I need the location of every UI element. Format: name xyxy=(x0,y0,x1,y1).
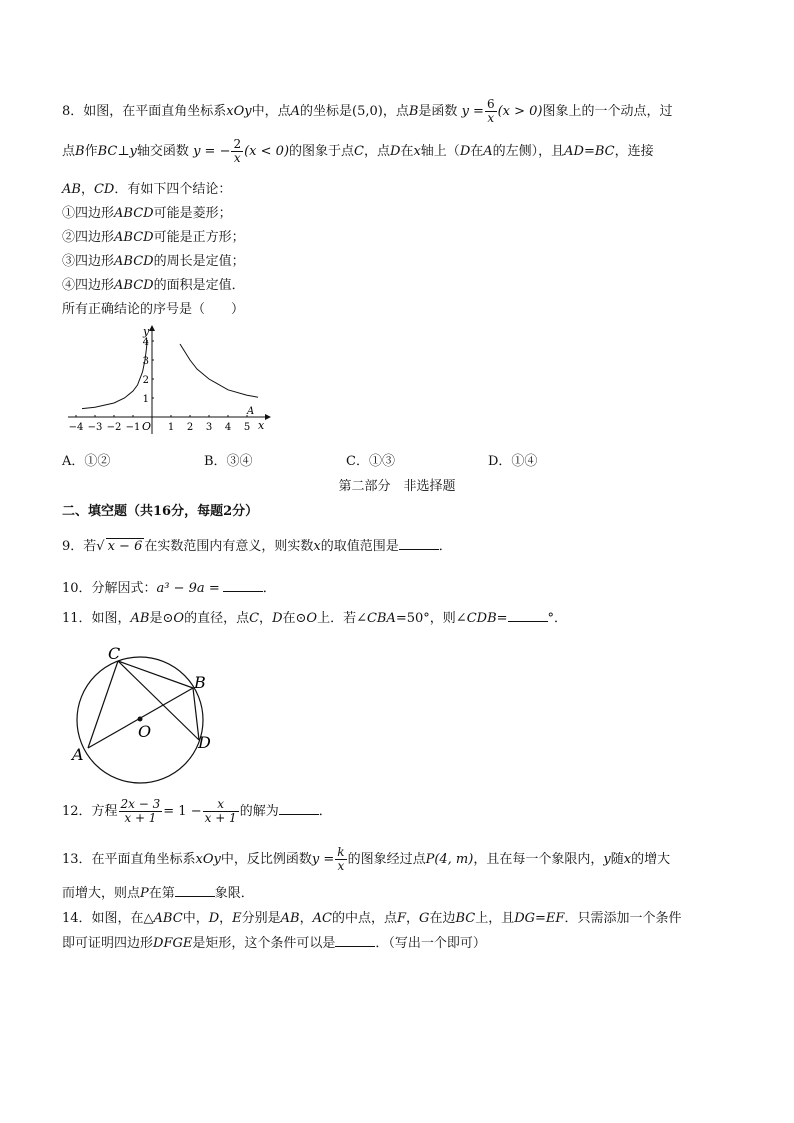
fraction xyxy=(335,846,346,873)
origin-label: O xyxy=(142,420,152,433)
x-tick-label: 3 xyxy=(205,422,213,433)
text: 是函数 xyxy=(418,104,458,119)
angle-cdb: CDB xyxy=(466,611,497,626)
text: 在第 xyxy=(148,886,175,901)
bc-perp-y: BC⊥y xyxy=(97,144,137,159)
chord-cb xyxy=(118,661,193,688)
text: 的坐标是(5,0)，点 xyxy=(300,104,409,119)
text: 是矩形，这个条件可以是 xyxy=(192,936,336,951)
section-two-title: 二、填空题（共16分，每题2分） xyxy=(62,504,259,519)
conclusion-4 xyxy=(62,274,245,293)
text: 在边 xyxy=(429,911,456,926)
text: ④四边形 xyxy=(62,278,115,293)
text: 点 xyxy=(62,144,76,159)
coord-system: xOy xyxy=(195,852,221,867)
text: 13．在平面直角坐标系 xyxy=(62,852,196,867)
text: 的解为 xyxy=(239,804,279,819)
text: 8．如图，在平面直角坐标系 xyxy=(62,104,227,119)
question-14-line-2 xyxy=(62,932,486,951)
text: 11．如图， xyxy=(62,611,131,626)
text: 中， xyxy=(182,911,209,926)
triangle-abc: ABC xyxy=(153,911,183,926)
text: ， xyxy=(406,911,420,926)
quad-name: ABCD xyxy=(114,206,154,221)
question-9 xyxy=(62,535,452,554)
point-d: D xyxy=(459,144,471,159)
fraction-2 xyxy=(203,798,239,825)
quad-dfge: DFGE xyxy=(153,936,193,951)
point-o: O xyxy=(306,611,318,626)
text: 在实数范围内有意义，则实数 xyxy=(144,539,314,554)
chord-ac xyxy=(88,661,118,748)
q8-line-1 xyxy=(62,98,673,125)
text: ， xyxy=(259,611,273,626)
func2-domain: (x < 0) xyxy=(244,144,290,159)
denominator: x + 1 xyxy=(124,811,157,825)
segment-cd: CD xyxy=(93,182,115,197)
segment-ab: AB xyxy=(62,182,81,197)
label-c: C xyxy=(108,644,121,663)
text: ， xyxy=(299,911,313,926)
numerator: k xyxy=(337,845,345,859)
func1-fraction xyxy=(485,98,497,125)
angle-cba: CBA xyxy=(366,611,396,626)
text: ，连接 xyxy=(614,144,654,159)
q8-line-2 xyxy=(62,138,654,165)
denominator: x + 1 xyxy=(204,811,237,825)
text: 12．方程 xyxy=(62,804,118,819)
text: 即可证明四边形 xyxy=(62,936,154,951)
point-o: O xyxy=(173,611,185,626)
x-tick-label: 5 xyxy=(243,422,251,433)
question-11 xyxy=(62,607,567,626)
text: ． xyxy=(262,581,276,596)
func2-fraction xyxy=(231,138,243,165)
func2-lhs: y = − xyxy=(193,144,231,159)
condition: DG=EF xyxy=(514,911,565,926)
text: 14．如图，在△ xyxy=(62,911,154,926)
text: ①四边形 xyxy=(62,206,115,221)
point-p: P xyxy=(140,886,149,901)
numerator: 2x − 3 xyxy=(120,797,161,811)
point-p: P(4, m) xyxy=(425,852,474,867)
text: °． xyxy=(547,611,568,626)
conclusion-2 xyxy=(62,226,245,245)
option-d[interactable]: D．①④ xyxy=(488,454,538,469)
point-e: E xyxy=(232,911,242,926)
segment-ab: AB xyxy=(280,911,300,926)
option-c[interactable]: C．①③ xyxy=(346,454,395,469)
center-dot xyxy=(138,717,143,722)
x-tick-label: 1 xyxy=(167,422,175,433)
x-tick-label: 2 xyxy=(186,422,194,433)
text: ， xyxy=(219,911,233,926)
point-a-label: A xyxy=(247,406,255,417)
point-c: C xyxy=(354,144,364,159)
text: ③四边形 xyxy=(62,254,115,269)
text: 在⊙ xyxy=(282,611,307,626)
q8-line-3 xyxy=(62,178,231,197)
point-a: A xyxy=(290,104,301,119)
text: 作 xyxy=(84,144,98,159)
text: ． xyxy=(438,539,452,554)
point-a: A xyxy=(483,144,493,159)
text: 的直径，点 xyxy=(184,611,250,626)
denominator: x xyxy=(233,151,241,165)
q8-prompt: 所有正确结论的序号是（ ） xyxy=(62,302,245,317)
sqrt-symbol: √ xyxy=(96,539,105,554)
text: ．有如下四个结论： xyxy=(114,182,232,197)
denominator: x xyxy=(487,111,495,125)
text: 而增大，则点 xyxy=(62,886,141,901)
text: 中，反比例函数 xyxy=(220,852,312,867)
question-14-line-1 xyxy=(62,907,681,926)
x-axis-label: x xyxy=(258,419,265,432)
point-b: B xyxy=(408,104,419,119)
text: 在 xyxy=(400,144,414,159)
point-c: C xyxy=(249,611,260,626)
text: = 1 − xyxy=(163,804,202,819)
text: 可能是菱形； xyxy=(153,206,232,221)
text: 分别是 xyxy=(241,911,281,926)
text: ②四边形 xyxy=(62,230,115,245)
y-axis-label: y xyxy=(143,325,150,338)
x-tick-label: 4 xyxy=(224,422,232,433)
text: 轴交函数 xyxy=(136,144,189,159)
text: 的左侧），且 xyxy=(492,144,565,159)
var-y: y xyxy=(603,852,611,867)
text: 轴上（ xyxy=(420,144,460,159)
text: 在 xyxy=(470,144,484,159)
question-12 xyxy=(62,798,332,825)
answer-blank[interactable] xyxy=(508,609,548,622)
text: 可能是正方形； xyxy=(153,230,245,245)
y-tick-label: 2 xyxy=(142,375,149,386)
text: 象限． xyxy=(214,886,254,901)
x-tick-label: −4 xyxy=(68,422,84,433)
text: 图象上的一个动点，过 xyxy=(542,104,673,119)
text: ，点 xyxy=(363,144,390,159)
answer-blank[interactable] xyxy=(335,934,375,947)
text: ． xyxy=(318,804,332,819)
text: 的周长是定值； xyxy=(153,254,245,269)
numerator: x xyxy=(203,798,239,812)
answer-blank[interactable] xyxy=(175,884,215,897)
denominator: x xyxy=(337,859,345,873)
text: 是⊙ xyxy=(149,611,174,626)
option-a[interactable]: A．①② xyxy=(62,454,111,469)
hyperbola-graph xyxy=(62,322,282,437)
part-two-title: 第二部分 非选择题 xyxy=(338,479,456,494)
text: 中，点 xyxy=(251,104,291,119)
numerator: 2 xyxy=(233,137,242,151)
text: 10．分解因式： xyxy=(62,581,157,596)
point-d: D xyxy=(390,144,401,159)
curve-negative-branch xyxy=(82,340,147,409)
quad-name: ABCD xyxy=(114,278,154,293)
answer-blank[interactable] xyxy=(223,579,263,592)
point-g: G xyxy=(419,911,430,926)
var-x: x xyxy=(623,852,632,867)
question-13-line-2 xyxy=(62,882,254,901)
chord-cd xyxy=(118,661,199,740)
text: 上．若∠ xyxy=(317,611,367,626)
text: ．（写出一个即可） xyxy=(375,936,486,951)
expression: a³ − 9a = xyxy=(156,581,220,596)
circle-figure xyxy=(62,640,222,790)
answer-blank[interactable] xyxy=(279,802,319,815)
condition: AD=BC xyxy=(564,144,615,159)
point-d: D xyxy=(272,611,283,626)
text: = xyxy=(496,611,508,626)
label-a: A xyxy=(72,745,84,764)
answer-blank[interactable] xyxy=(399,537,439,550)
text: 的中点，点 xyxy=(331,911,397,926)
conclusion-3 xyxy=(62,250,245,269)
coord-system: xOy xyxy=(226,104,252,119)
text: 的取值范围是 xyxy=(320,539,399,554)
func1-lhs: y = xyxy=(461,104,484,119)
text: 的面积是定值． xyxy=(153,278,245,293)
var-x: x xyxy=(413,144,421,159)
conclusion-1 xyxy=(62,202,232,221)
text: =50°，则∠ xyxy=(395,611,467,626)
quad-name: ABCD xyxy=(114,230,154,245)
text: 上，且 xyxy=(475,911,515,926)
point-f: F xyxy=(397,911,407,926)
label-d: D xyxy=(198,733,211,752)
radicand: x − 6 xyxy=(107,539,143,554)
label-o: O xyxy=(138,722,152,741)
text: 9．若 xyxy=(62,539,97,554)
segment-ac: AC xyxy=(312,911,332,926)
func1-domain: (x > 0) xyxy=(497,104,543,119)
text: ．只需添加一个条件 xyxy=(564,911,682,926)
curve-positive-branch xyxy=(180,344,258,397)
numerator: 6 xyxy=(486,97,495,111)
var-x: x xyxy=(313,539,321,554)
y-tick-label: 3 xyxy=(142,356,149,367)
func-lhs: y = xyxy=(311,852,335,867)
segment-bc: BC xyxy=(455,911,476,926)
text: ， xyxy=(80,182,94,197)
option-b[interactable]: B．③④ xyxy=(204,454,253,469)
question-13-line-1 xyxy=(62,846,670,873)
text: 的图象于点 xyxy=(289,144,355,159)
quad-name: ABCD xyxy=(114,254,154,269)
question-10 xyxy=(62,577,276,596)
text: ，且在每一个象限内， xyxy=(473,852,604,867)
y-tick-label: 4 xyxy=(142,337,149,348)
point-b: B xyxy=(75,144,85,159)
x-tick-label: −2 xyxy=(106,422,122,433)
text: 随 xyxy=(610,852,624,867)
segment-ab: AB xyxy=(130,611,150,626)
y-tick-label: 1 xyxy=(142,394,149,405)
text: 的增大 xyxy=(631,852,671,867)
fraction-1 xyxy=(119,798,163,825)
x-tick-label: −3 xyxy=(87,422,103,433)
point-d: D xyxy=(208,911,220,926)
text: 的图象经过点 xyxy=(347,852,426,867)
label-b: B xyxy=(194,673,206,692)
x-tick-label: −1 xyxy=(125,422,141,433)
